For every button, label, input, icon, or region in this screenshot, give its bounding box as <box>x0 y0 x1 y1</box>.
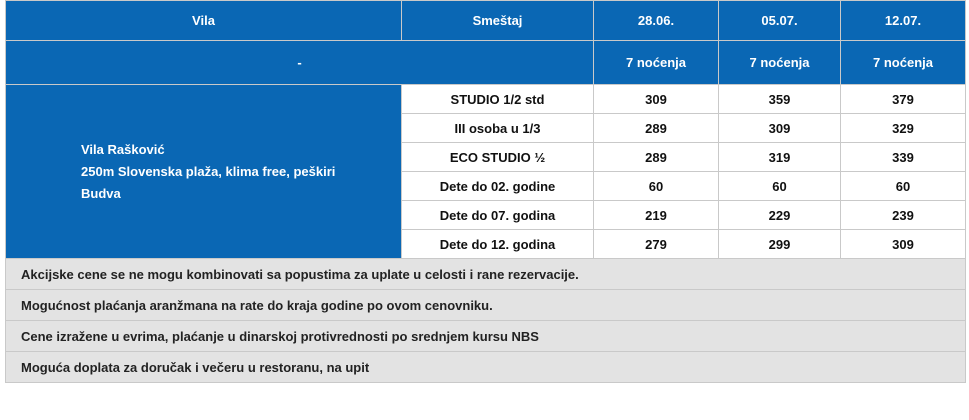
price-cell: 289 <box>594 114 719 143</box>
subheader-placeholder: - <box>6 41 594 85</box>
price-cell: 219 <box>594 201 719 230</box>
price-cell: 60 <box>594 172 719 201</box>
room-type: STUDIO 1/2 std <box>402 85 594 114</box>
price-cell: 339 <box>841 143 966 172</box>
price-table-container <box>5 0 965 383</box>
nights-1: 7 noćenja <box>594 41 719 85</box>
villa-description: 250m Slovenska plaža, klima free, peškiri <box>81 163 336 179</box>
subheader-row <box>6 41 966 85</box>
nights-2: 7 noćenja <box>719 41 841 85</box>
price-cell: 279 <box>594 230 719 259</box>
price-cell: 239 <box>841 201 966 230</box>
room-type: Dete do 07. godina <box>402 201 594 230</box>
price-cell: 60 <box>841 172 966 201</box>
villa-name: Vila Rašković <box>81 141 165 157</box>
price-cell: 309 <box>594 85 719 114</box>
header-date-1: 28.06. <box>594 1 719 41</box>
room-type: Dete do 02. godine <box>402 172 594 201</box>
header-villa: Vila <box>6 1 402 41</box>
room-type: III osoba u 1/3 <box>402 114 594 143</box>
header-date-2: 05.07. <box>719 1 841 41</box>
nights-3: 7 noćenja <box>841 41 966 85</box>
note-text: Moguća doplata za doručak i večeru u restoranu, na upit <box>6 352 966 383</box>
note-row <box>6 259 966 290</box>
note-row <box>6 290 966 321</box>
price-cell: 379 <box>841 85 966 114</box>
note-text: Mogućnost plaćanja aranžmana na rate do kraja godine po ovom cenovniku. <box>6 290 966 321</box>
price-table <box>5 0 966 383</box>
note-row <box>6 321 966 352</box>
price-cell: 309 <box>719 114 841 143</box>
price-cell: 359 <box>719 85 841 114</box>
price-cell: 60 <box>719 172 841 201</box>
price-cell: 299 <box>719 230 841 259</box>
villa-city: Budva <box>81 185 121 201</box>
price-cell: 289 <box>594 143 719 172</box>
header-accommodation: Smeštaj <box>402 1 594 41</box>
table-row <box>6 85 966 114</box>
price-cell: 309 <box>841 230 966 259</box>
note-text: Akcijske cene se ne mogu kombinovati sa popustima za uplate u celosti i rane rezervacije. <box>6 259 966 290</box>
room-type: ECO STUDIO ½ <box>402 143 594 172</box>
note-text: Cene izražene u evrima, plaćanje u dinarskoj protivrednosti po srednjem kursu NBS <box>6 321 966 352</box>
header-date-3: 12.07. <box>841 1 966 41</box>
room-type: Dete do 12. godina <box>402 230 594 259</box>
note-row <box>6 352 966 383</box>
price-cell: 319 <box>719 143 841 172</box>
villa-info <box>6 85 402 259</box>
price-cell: 229 <box>719 201 841 230</box>
header-row <box>6 1 966 41</box>
price-cell: 329 <box>841 114 966 143</box>
